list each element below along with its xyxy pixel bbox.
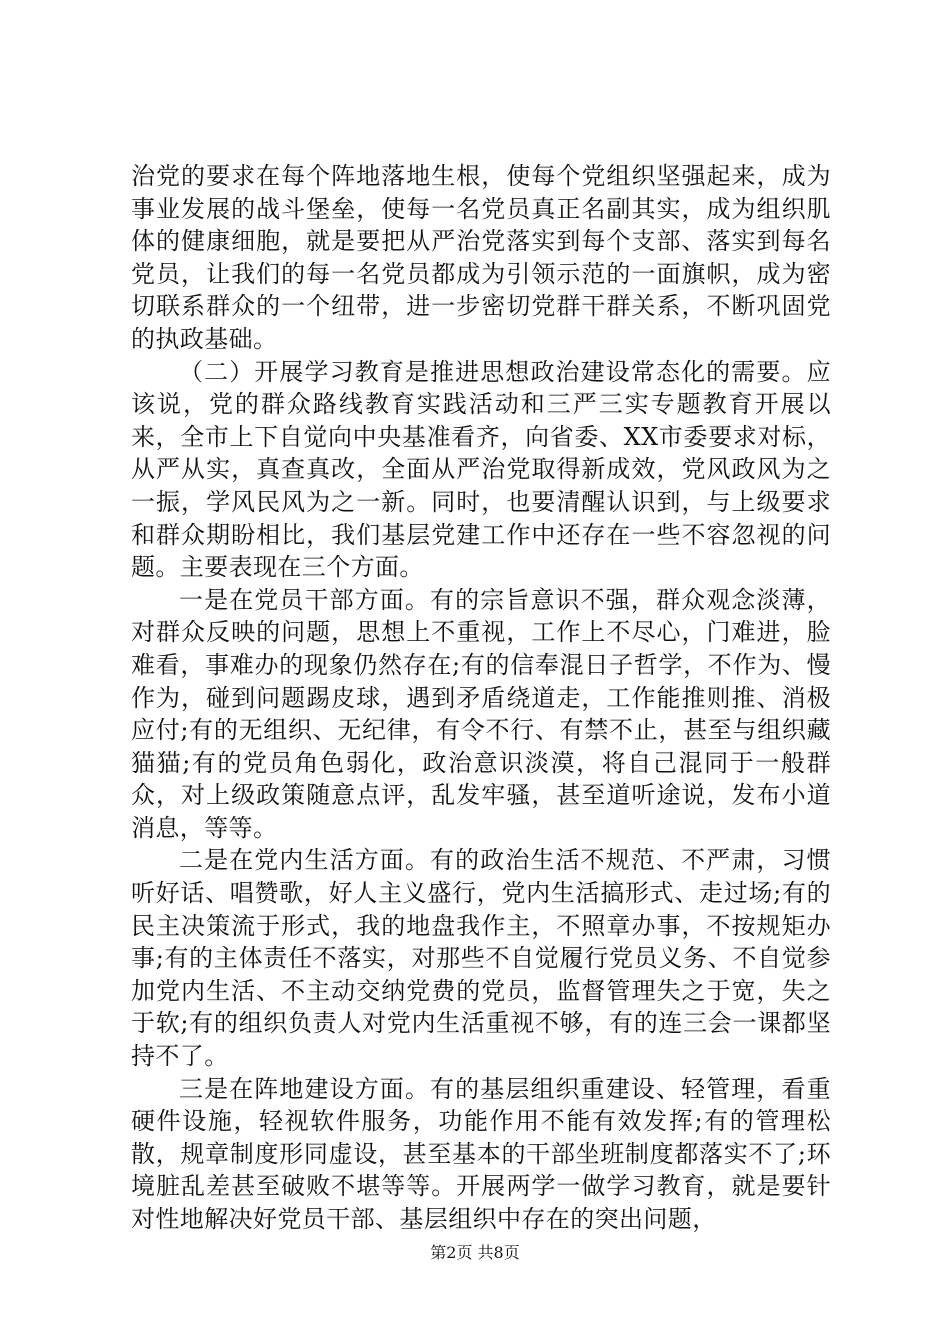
paragraph-point-one: 一是在党员干部方面。有的宗旨意识不强，群众观念淡薄，对群众反映的问题，思想上不重视，工作上不尽心，门难进，脸难看，事难办的现象仍然存在;有的信奉混日子哲学，不作为、慢作为，碰到问题踢皮球，遇到矛盾绕道走，工作能推则推、消极应付;有的无组织、无纪律，有令不行、有禁不止，甚至与组织藏猫猫;有的党员角色弱化，政治意识淡漠，将自己混同于一般群众，对上级政策随意点评，乱发牢骚，甚至道听途说，发布小道消息，等等。 [131, 585, 831, 842]
paragraph-point-two: 二是在党内生活方面。有的政治生活不规范、不严肃，习惯听好话、唱赞歌，好人主义盛行，党内生活搞形式、走过场;有的民主决策流于形式，我的地盘我作主，不照章办事，不按规矩办事;有的主体责任不落实，对那些不自觉履行党员义务、不自觉参加党内生活、不主动交纳党费的党员，监督管理失之于宽，失之于软;有的组织负责人对党内生活重视不够，有的连三会一课都坚持不了。 [131, 846, 831, 1071]
document-body [131, 160, 831, 1236]
paragraph-point-three: 三是在阵地建设方面。有的基层组织重建设、轻管理，看重硬件设施，轻视软件服务，功能作用不能有效发挥;有的管理松散，规章制度形同虚设，甚至基本的干部坐班制度都落实不了;环境脏乱差甚至破败不堪等等。开展两学一做学习教育，就是要针对性地解决好党员干部、基层组织中存在的突出问题， [131, 1074, 831, 1233]
paragraph-continuation: 治党的要求在每个阵地落地生根，使每个党组织坚强起来，成为事业发展的战斗堡垒，使每一名党员真正名副其实，成为组织肌体的健康细胞，就是要把从严治党落实到每个支部、落实到每名党员，让我们的每一名党员都成为引领示范的一面旗帜，成为密切联系群众的一个纽带，进一步密切党群干群关系，不断巩固党的执政基础。 [131, 162, 831, 353]
page-footer: 第2页 共8页 [430, 1243, 520, 1262]
paragraph-section-two: （二）开展学习教育是推进思想政治建设常态化的需要。应该说，党的群众路线教育实践活动和三严三实专题教育开展以来，全市上下自觉向中央基准看齐，向省委、XX市委要求对标，从严从实，真查真改，全面从严治党取得新成效，党风政风为之一振，学风民风为之一新。同时，也要清醒认识到，与上级要求和群众期盼相比，我们基层党建工作中还存在一些不容忽视的问题。主要表现在三个方面。 [131, 357, 831, 582]
